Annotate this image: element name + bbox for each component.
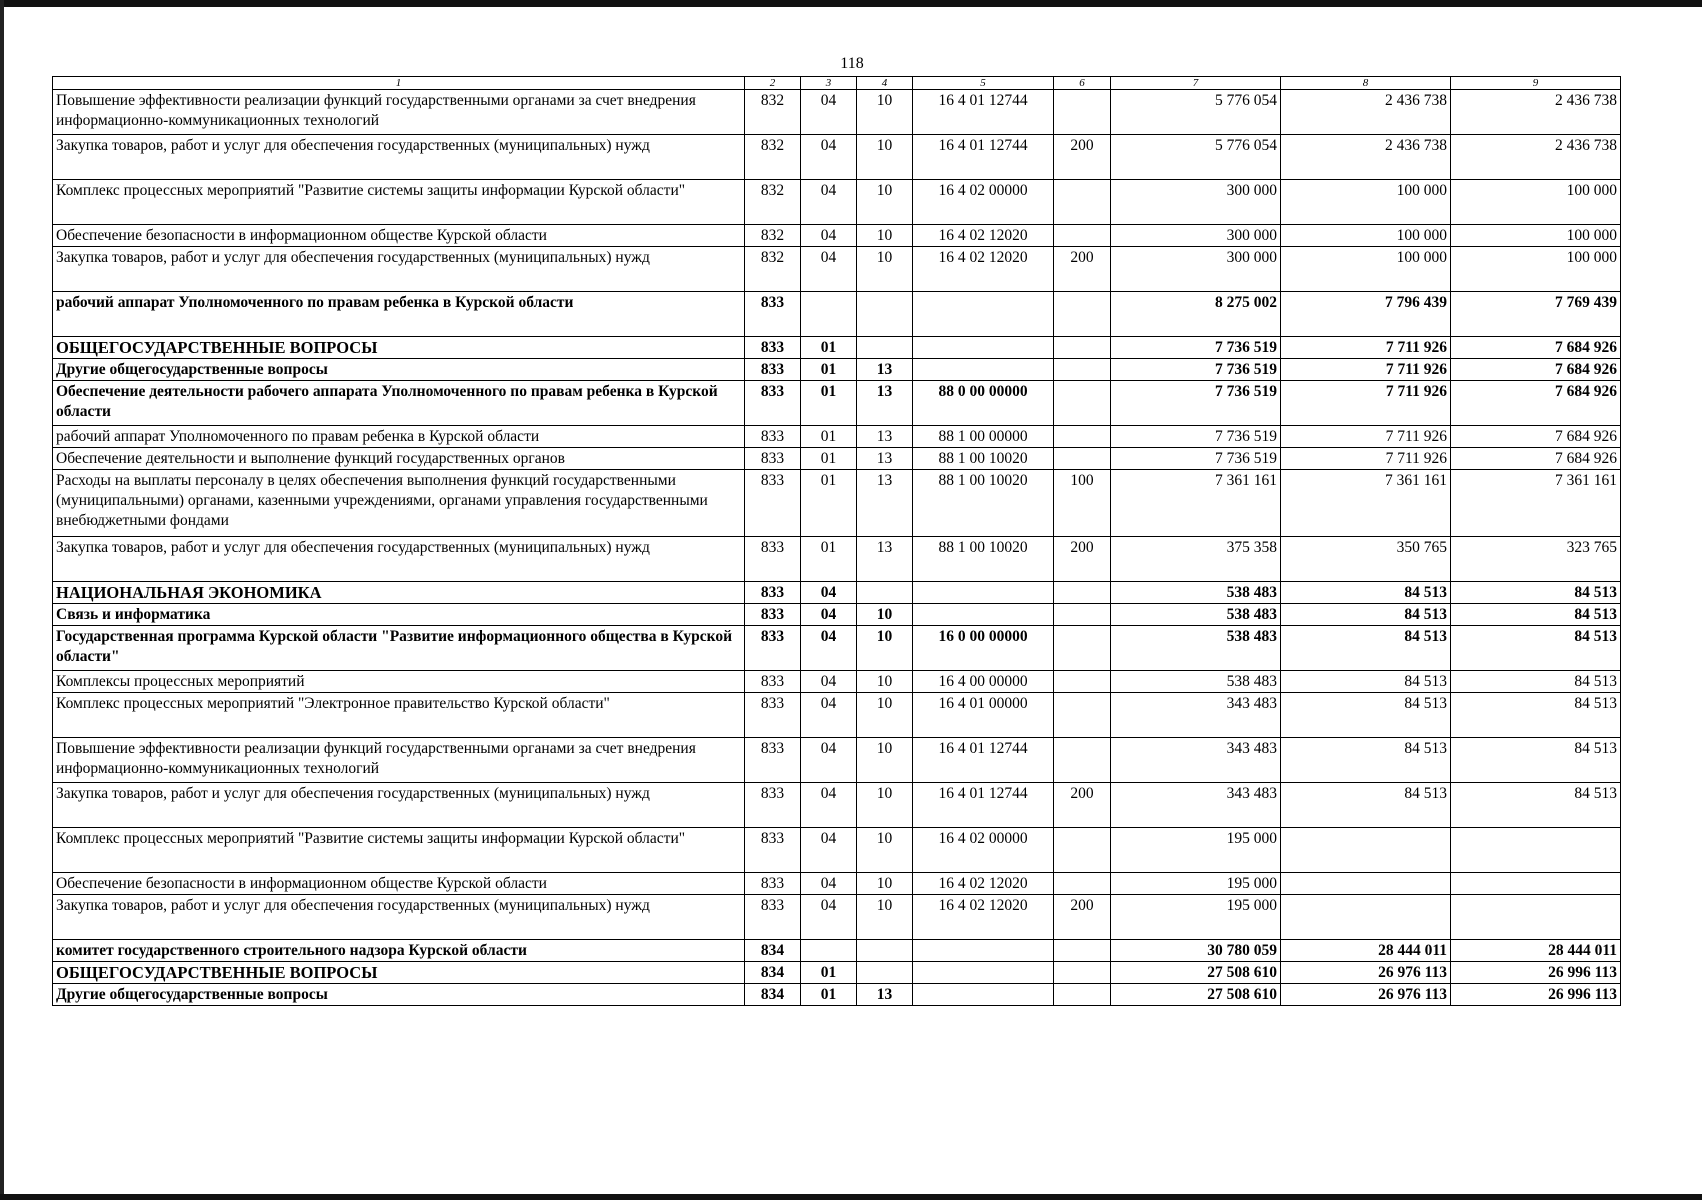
cell-amount-9: 84 513	[1451, 626, 1621, 671]
page-number: 118	[840, 55, 864, 72]
cell-amount-8: 2 436 738	[1281, 135, 1451, 180]
row-name: Комплексы процессных мероприятий	[53, 671, 745, 693]
table-row	[53, 984, 1621, 1006]
column-header: 2	[745, 77, 801, 90]
cell-amount-7: 538 483	[1111, 582, 1281, 604]
cell-amount-7: 300 000	[1111, 225, 1281, 247]
cell-subsection: 10	[857, 895, 913, 940]
cell-section: 01	[801, 426, 857, 448]
cell-section: 04	[801, 873, 857, 895]
cell-section	[801, 292, 857, 337]
cell-amount-7: 538 483	[1111, 604, 1281, 626]
cell-section: 04	[801, 828, 857, 873]
column-header: 8	[1281, 77, 1451, 90]
row-name: Обеспечение безопасности в информационном обществе Курской области	[53, 873, 745, 895]
cell-subsection: 13	[857, 426, 913, 448]
cell-amount-7: 7 736 519	[1111, 381, 1281, 426]
cell-expense-type	[1054, 828, 1111, 873]
cell-amount-8: 7 711 926	[1281, 448, 1451, 470]
cell-amount-9: 26 996 113	[1451, 984, 1621, 1006]
cell-subsection: 10	[857, 783, 913, 828]
cell-target-item	[913, 359, 1054, 381]
cell-amount-7: 5 776 054	[1111, 135, 1281, 180]
cell-ministry: 833	[745, 873, 801, 895]
cell-target-item	[913, 962, 1054, 984]
cell-ministry: 833	[745, 292, 801, 337]
cell-expense-type	[1054, 90, 1111, 135]
cell-amount-7: 7 736 519	[1111, 337, 1281, 359]
cell-amount-8: 7 711 926	[1281, 337, 1451, 359]
cell-section: 04	[801, 693, 857, 738]
row-name: Обеспечение деятельности и выполнение функций государственных органов	[53, 448, 745, 470]
cell-amount-7: 300 000	[1111, 247, 1281, 292]
cell-expense-type	[1054, 738, 1111, 783]
budget-table	[52, 76, 1621, 1006]
cell-section: 04	[801, 247, 857, 292]
cell-expense-type: 100	[1054, 470, 1111, 537]
cell-section: 04	[801, 135, 857, 180]
cell-ministry: 833	[745, 359, 801, 381]
cell-amount-8: 350 765	[1281, 537, 1451, 582]
cell-expense-type	[1054, 337, 1111, 359]
table-row	[53, 135, 1621, 180]
cell-amount-8: 7 711 926	[1281, 359, 1451, 381]
row-name: Закупка товаров, работ и услуг для обеспечения государственных (муниципальных) нужд	[53, 895, 745, 940]
cell-target-item: 88 1 00 10020	[913, 448, 1054, 470]
cell-section: 04	[801, 783, 857, 828]
cell-target-item: 16 4 01 12744	[913, 90, 1054, 135]
row-name: Связь и информатика	[53, 604, 745, 626]
cell-amount-8	[1281, 895, 1451, 940]
row-name: Обеспечение деятельности рабочего аппарата Уполномоченного по правам ребенка в Курской области	[53, 381, 745, 426]
cell-amount-8: 7 711 926	[1281, 381, 1451, 426]
cell-subsection: 13	[857, 537, 913, 582]
cell-target-item: 16 0 00 00000	[913, 626, 1054, 671]
cell-section: 04	[801, 582, 857, 604]
cell-section: 01	[801, 537, 857, 582]
cell-amount-9: 84 513	[1451, 738, 1621, 783]
cell-amount-9	[1451, 873, 1621, 895]
cell-amount-8: 84 513	[1281, 693, 1451, 738]
table-row	[53, 626, 1621, 671]
row-name: Другие общегосударственные вопросы	[53, 359, 745, 381]
cell-section: 04	[801, 90, 857, 135]
cell-target-item: 16 4 01 12744	[913, 135, 1054, 180]
cell-section	[801, 940, 857, 962]
cell-amount-7: 300 000	[1111, 180, 1281, 225]
cell-amount-7: 195 000	[1111, 828, 1281, 873]
cell-amount-7: 343 483	[1111, 738, 1281, 783]
cell-expense-type	[1054, 582, 1111, 604]
cell-ministry: 833	[745, 582, 801, 604]
cell-amount-8: 28 444 011	[1281, 940, 1451, 962]
row-name: Обеспечение безопасности в информационном обществе Курской области	[53, 225, 745, 247]
cell-ministry: 833	[745, 426, 801, 448]
cell-subsection: 10	[857, 738, 913, 783]
cell-subsection: 10	[857, 604, 913, 626]
cell-subsection	[857, 292, 913, 337]
cell-amount-8: 2 436 738	[1281, 90, 1451, 135]
cell-amount-9: 7 769 439	[1451, 292, 1621, 337]
cell-section: 01	[801, 381, 857, 426]
table-row	[53, 962, 1621, 984]
column-header: 4	[857, 77, 913, 90]
row-name: рабочий аппарат Уполномоченного по правам ребенка в Курской области	[53, 426, 745, 448]
table-row	[53, 895, 1621, 940]
row-name: Закупка товаров, работ и услуг для обеспечения государственных (муниципальных) нужд	[53, 135, 745, 180]
cell-ministry: 832	[745, 247, 801, 292]
cell-subsection: 13	[857, 448, 913, 470]
cell-ministry: 834	[745, 940, 801, 962]
cell-amount-7: 195 000	[1111, 873, 1281, 895]
cell-target-item: 88 0 00 00000	[913, 381, 1054, 426]
cell-ministry: 832	[745, 90, 801, 135]
cell-target-item: 16 4 01 12744	[913, 738, 1054, 783]
cell-target-item	[913, 337, 1054, 359]
cell-ministry: 834	[745, 984, 801, 1006]
table-row	[53, 537, 1621, 582]
cell-amount-9: 100 000	[1451, 180, 1621, 225]
cell-target-item: 16 4 02 00000	[913, 180, 1054, 225]
table-row	[53, 873, 1621, 895]
cell-subsection: 13	[857, 470, 913, 537]
cell-subsection	[857, 582, 913, 604]
cell-section: 04	[801, 626, 857, 671]
cell-amount-8: 7 796 439	[1281, 292, 1451, 337]
cell-ministry: 833	[745, 448, 801, 470]
row-name: ОБЩЕГОСУДАРСТВЕННЫЕ ВОПРОСЫ	[53, 962, 745, 984]
cell-amount-9: 7 684 926	[1451, 337, 1621, 359]
table-row	[53, 381, 1621, 426]
cell-target-item	[913, 582, 1054, 604]
cell-expense-type	[1054, 180, 1111, 225]
cell-amount-8: 84 513	[1281, 738, 1451, 783]
cell-subsection	[857, 940, 913, 962]
cell-amount-9: 7 361 161	[1451, 470, 1621, 537]
column-header: 5	[913, 77, 1054, 90]
row-name: комитет государственного строительного надзора Курской области	[53, 940, 745, 962]
cell-amount-8: 100 000	[1281, 180, 1451, 225]
cell-ministry: 832	[745, 180, 801, 225]
cell-subsection: 10	[857, 225, 913, 247]
table-row	[53, 940, 1621, 962]
table-row	[53, 738, 1621, 783]
table-row	[53, 783, 1621, 828]
cell-target-item: 88 1 00 00000	[913, 426, 1054, 448]
cell-amount-7: 8 275 002	[1111, 292, 1281, 337]
cell-subsection	[857, 962, 913, 984]
cell-amount-7: 343 483	[1111, 693, 1281, 738]
cell-expense-type: 200	[1054, 135, 1111, 180]
table-row	[53, 604, 1621, 626]
row-name: ОБЩЕГОСУДАРСТВЕННЫЕ ВОПРОСЫ	[53, 337, 745, 359]
cell-expense-type	[1054, 671, 1111, 693]
cell-amount-7: 7 361 161	[1111, 470, 1281, 537]
column-header: 3	[801, 77, 857, 90]
cell-ministry: 833	[745, 671, 801, 693]
row-name: рабочий аппарат Уполномоченного по правам ребенка в Курской области	[53, 292, 745, 337]
scan-edge-left	[0, 0, 4, 1200]
table-row	[53, 671, 1621, 693]
column-header: 6	[1054, 77, 1111, 90]
cell-expense-type: 200	[1054, 895, 1111, 940]
cell-amount-7: 538 483	[1111, 671, 1281, 693]
cell-ministry: 833	[745, 381, 801, 426]
cell-expense-type	[1054, 873, 1111, 895]
table-row	[53, 359, 1621, 381]
cell-target-item: 16 4 02 12020	[913, 247, 1054, 292]
row-name: Комплекс процессных мероприятий "Развитие системы защиты информации Курской области"	[53, 828, 745, 873]
cell-subsection: 13	[857, 359, 913, 381]
cell-amount-9: 2 436 738	[1451, 90, 1621, 135]
cell-expense-type: 200	[1054, 537, 1111, 582]
cell-amount-7: 343 483	[1111, 783, 1281, 828]
cell-amount-9: 84 513	[1451, 783, 1621, 828]
cell-amount-9: 84 513	[1451, 582, 1621, 604]
table-row	[53, 180, 1621, 225]
cell-section: 04	[801, 225, 857, 247]
cell-ministry: 833	[745, 895, 801, 940]
cell-subsection: 10	[857, 626, 913, 671]
cell-target-item: 88 1 00 10020	[913, 470, 1054, 537]
cell-ministry: 833	[745, 337, 801, 359]
cell-ministry: 833	[745, 626, 801, 671]
cell-amount-7: 7 736 519	[1111, 359, 1281, 381]
table-row	[53, 90, 1621, 135]
cell-amount-7: 7 736 519	[1111, 448, 1281, 470]
cell-section: 04	[801, 180, 857, 225]
cell-expense-type	[1054, 448, 1111, 470]
scan-edge-top	[0, 0, 1702, 7]
table-row	[53, 426, 1621, 448]
cell-subsection: 10	[857, 693, 913, 738]
cell-target-item: 88 1 00 10020	[913, 537, 1054, 582]
cell-ministry: 833	[745, 828, 801, 873]
cell-amount-7: 7 736 519	[1111, 426, 1281, 448]
cell-amount-9: 7 684 926	[1451, 381, 1621, 426]
row-name: Закупка товаров, работ и услуг для обеспечения государственных (муниципальных) нужд	[53, 247, 745, 292]
cell-subsection: 10	[857, 671, 913, 693]
cell-section: 01	[801, 448, 857, 470]
cell-expense-type	[1054, 225, 1111, 247]
row-name: Повышение эффективности реализации функций государственными органами за счет внедрения информационно-коммуникационных технологий	[53, 90, 745, 135]
table-row	[53, 582, 1621, 604]
cell-subsection: 10	[857, 873, 913, 895]
cell-section: 01	[801, 470, 857, 537]
cell-amount-7: 5 776 054	[1111, 90, 1281, 135]
table-row	[53, 247, 1621, 292]
cell-target-item	[913, 940, 1054, 962]
cell-amount-8: 7 361 161	[1281, 470, 1451, 537]
cell-subsection: 10	[857, 247, 913, 292]
cell-subsection: 13	[857, 381, 913, 426]
cell-section: 04	[801, 895, 857, 940]
cell-expense-type	[1054, 693, 1111, 738]
cell-ministry: 833	[745, 537, 801, 582]
cell-section: 01	[801, 337, 857, 359]
cell-amount-9: 84 513	[1451, 693, 1621, 738]
table-body	[53, 90, 1621, 1006]
cell-ministry: 833	[745, 738, 801, 783]
cell-section: 01	[801, 359, 857, 381]
cell-amount-9: 7 684 926	[1451, 426, 1621, 448]
table-row	[53, 448, 1621, 470]
cell-section: 01	[801, 984, 857, 1006]
cell-amount-8: 100 000	[1281, 225, 1451, 247]
cell-section: 01	[801, 962, 857, 984]
cell-target-item: 16 4 02 12020	[913, 895, 1054, 940]
cell-amount-8: 84 513	[1281, 582, 1451, 604]
cell-amount-8: 84 513	[1281, 626, 1451, 671]
cell-subsection	[857, 337, 913, 359]
cell-expense-type	[1054, 292, 1111, 337]
cell-subsection: 10	[857, 90, 913, 135]
cell-target-item: 16 4 00 00000	[913, 671, 1054, 693]
cell-amount-9: 84 513	[1451, 671, 1621, 693]
cell-expense-type: 200	[1054, 247, 1111, 292]
row-name: Другие общегосударственные вопросы	[53, 984, 745, 1006]
cell-subsection: 10	[857, 135, 913, 180]
row-name: Повышение эффективности реализации функций государственными органами за счет внедрения информационно-коммуникационных технологий	[53, 738, 745, 783]
cell-ministry: 833	[745, 470, 801, 537]
cell-subsection: 10	[857, 828, 913, 873]
cell-amount-9: 26 996 113	[1451, 962, 1621, 984]
cell-target-item: 16 4 01 12744	[913, 783, 1054, 828]
cell-amount-7: 27 508 610	[1111, 962, 1281, 984]
cell-amount-9: 2 436 738	[1451, 135, 1621, 180]
table-row	[53, 828, 1621, 873]
cell-target-item: 16 4 02 00000	[913, 828, 1054, 873]
cell-target-item	[913, 984, 1054, 1006]
cell-amount-8: 84 513	[1281, 671, 1451, 693]
column-header: 1	[53, 77, 745, 90]
row-name: НАЦИОНАЛЬНАЯ ЭКОНОМИКА	[53, 582, 745, 604]
cell-target-item: 16 4 02 12020	[913, 873, 1054, 895]
cell-amount-8	[1281, 873, 1451, 895]
cell-amount-9: 323 765	[1451, 537, 1621, 582]
scan-edge-bottom	[0, 1194, 1702, 1200]
column-number-row	[53, 77, 1621, 90]
cell-expense-type	[1054, 962, 1111, 984]
column-header: 9	[1451, 77, 1621, 90]
table-row	[53, 470, 1621, 537]
column-header: 7	[1111, 77, 1281, 90]
cell-amount-7: 538 483	[1111, 626, 1281, 671]
cell-amount-9: 84 513	[1451, 604, 1621, 626]
table-row	[53, 693, 1621, 738]
cell-expense-type	[1054, 604, 1111, 626]
cell-amount-9: 7 684 926	[1451, 359, 1621, 381]
cell-amount-8: 84 513	[1281, 783, 1451, 828]
cell-section: 04	[801, 604, 857, 626]
cell-subsection: 13	[857, 984, 913, 1006]
cell-ministry: 834	[745, 962, 801, 984]
cell-subsection: 10	[857, 180, 913, 225]
row-name: Государственная программа Курской области "Развитие информационного общества в Курской области"	[53, 626, 745, 671]
row-name: Закупка товаров, работ и услуг для обеспечения государственных (муниципальных) нужд	[53, 783, 745, 828]
row-name: Комплекс процессных мероприятий "Электронное правительство Курской области"	[53, 693, 745, 738]
cell-amount-9: 100 000	[1451, 225, 1621, 247]
cell-amount-8: 84 513	[1281, 604, 1451, 626]
cell-expense-type	[1054, 626, 1111, 671]
cell-amount-8: 100 000	[1281, 247, 1451, 292]
cell-target-item: 16 4 01 00000	[913, 693, 1054, 738]
cell-amount-9: 7 684 926	[1451, 448, 1621, 470]
cell-expense-type	[1054, 359, 1111, 381]
cell-ministry: 833	[745, 783, 801, 828]
cell-amount-9	[1451, 828, 1621, 873]
cell-amount-8	[1281, 828, 1451, 873]
cell-amount-7: 27 508 610	[1111, 984, 1281, 1006]
cell-expense-type	[1054, 940, 1111, 962]
cell-amount-9: 100 000	[1451, 247, 1621, 292]
table-row	[53, 292, 1621, 337]
cell-ministry: 833	[745, 693, 801, 738]
cell-expense-type	[1054, 381, 1111, 426]
cell-amount-7: 375 358	[1111, 537, 1281, 582]
cell-amount-8: 7 711 926	[1281, 426, 1451, 448]
table-row	[53, 337, 1621, 359]
table-row	[53, 225, 1621, 247]
cell-target-item	[913, 292, 1054, 337]
cell-expense-type	[1054, 984, 1111, 1006]
cell-amount-9	[1451, 895, 1621, 940]
row-name: Закупка товаров, работ и услуг для обеспечения государственных (муниципальных) нужд	[53, 537, 745, 582]
cell-section: 04	[801, 671, 857, 693]
cell-amount-9: 28 444 011	[1451, 940, 1621, 962]
cell-amount-7: 30 780 059	[1111, 940, 1281, 962]
cell-amount-8: 26 976 113	[1281, 962, 1451, 984]
cell-amount-8: 26 976 113	[1281, 984, 1451, 1006]
cell-target-item: 16 4 02 12020	[913, 225, 1054, 247]
cell-ministry: 833	[745, 604, 801, 626]
cell-target-item	[913, 604, 1054, 626]
row-name: Расходы на выплаты персоналу в целях обеспечения выполнения функций государственными (муниципальными) органами, казенными учреждениями, органами управления государственными внебюджетными фондами	[53, 470, 745, 537]
cell-section: 04	[801, 738, 857, 783]
row-name: Комплекс процессных мероприятий "Развитие системы защиты информации Курской области"	[53, 180, 745, 225]
cell-ministry: 832	[745, 225, 801, 247]
cell-expense-type	[1054, 426, 1111, 448]
cell-ministry: 832	[745, 135, 801, 180]
cell-expense-type: 200	[1054, 783, 1111, 828]
cell-amount-7: 195 000	[1111, 895, 1281, 940]
